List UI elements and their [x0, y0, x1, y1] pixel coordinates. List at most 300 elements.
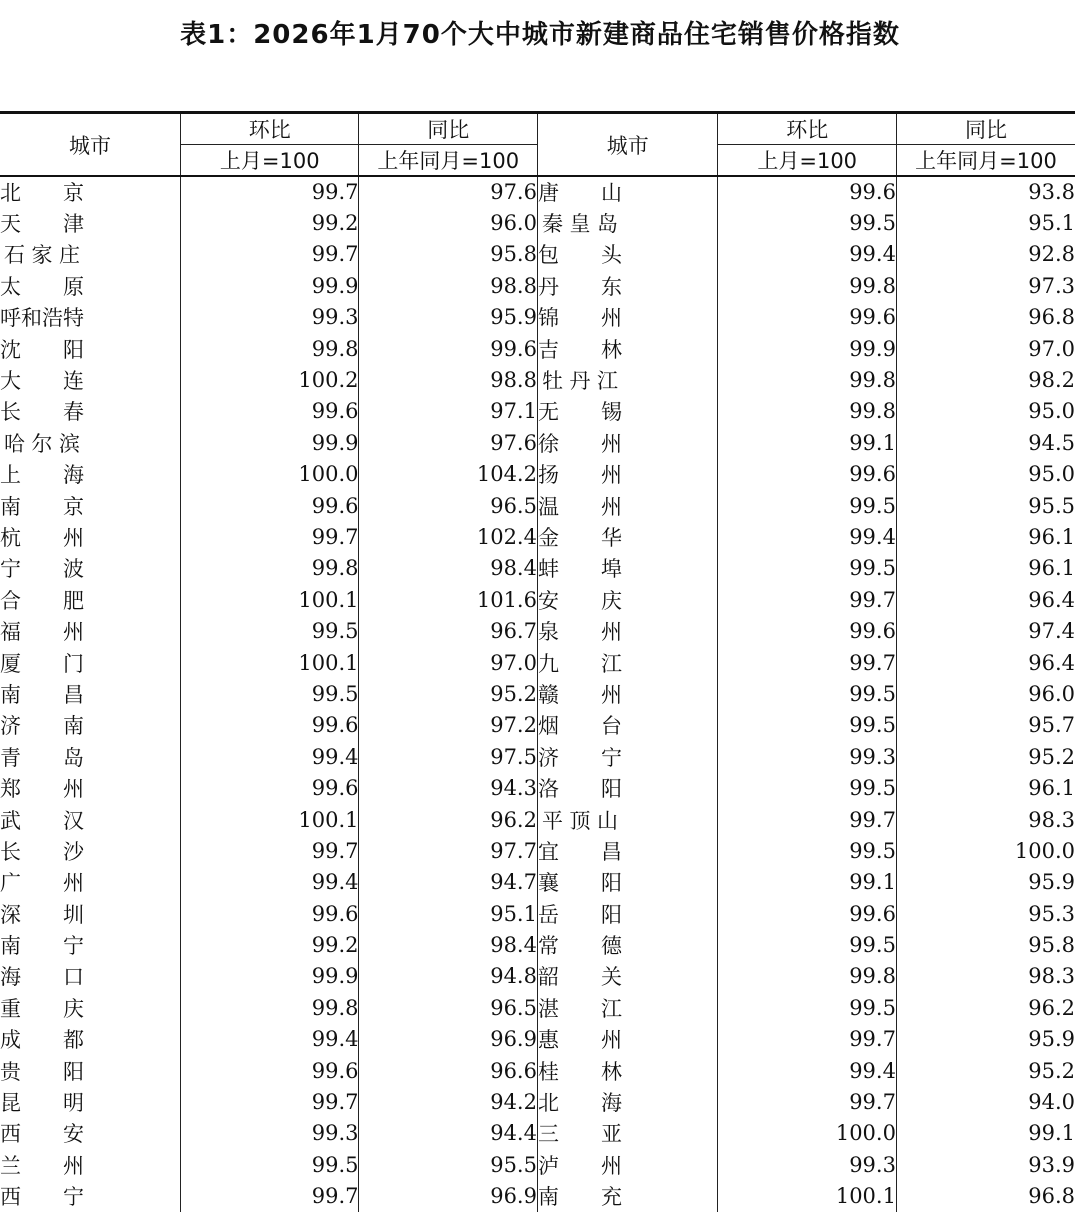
yoy-cell-left: 95.1	[359, 898, 537, 929]
yoy-cell-right: 97.4	[896, 615, 1075, 646]
yoy-base-header-right: 上年同月=100	[896, 145, 1075, 177]
city-name: 牡 丹 江	[541, 369, 618, 394]
mom-cell-left: 100.1	[181, 584, 359, 615]
mom-cell-left: 99.7	[181, 176, 359, 207]
city-name: 济 宁	[537, 745, 622, 770]
mom-cell-right: 99.6	[718, 615, 896, 646]
city-cell-right	[537, 459, 718, 490]
city-name: 徐 州	[537, 431, 622, 456]
city-name: 福 州	[0, 620, 84, 645]
mom-cell-right: 99.5	[718, 992, 896, 1023]
yoy-cell-right: 95.7	[896, 710, 1075, 741]
mom-cell-right: 99.5	[718, 929, 896, 960]
city-name: 蚌 埠	[537, 557, 622, 582]
table-row	[0, 1118, 1075, 1149]
city-name: 西 宁	[0, 1185, 84, 1210]
city-cell-left	[0, 364, 181, 395]
city-name: 宜 昌	[537, 839, 622, 864]
yoy-cell-left: 101.6	[359, 584, 537, 615]
city-name: 洛 阳	[537, 777, 622, 802]
yoy-cell-right: 92.8	[896, 239, 1075, 270]
city-cell-left	[0, 584, 181, 615]
city-name: 南 宁	[0, 934, 84, 959]
table-row	[0, 1181, 1075, 1212]
yoy-cell-right: 98.3	[896, 961, 1075, 992]
city-name: 石 家 庄	[4, 243, 80, 268]
city-cell-left	[0, 490, 181, 521]
mom-cell-left: 99.6	[181, 898, 359, 929]
city-cell-right	[537, 898, 718, 929]
city-name: 天 津	[0, 212, 84, 237]
city-name: 包 头	[537, 243, 622, 268]
mom-cell-left: 99.6	[181, 490, 359, 521]
city-cell-left	[0, 553, 181, 584]
table-row	[0, 521, 1075, 552]
city-cell-right	[537, 961, 718, 992]
city-name: 太 原	[0, 274, 84, 299]
city-cell-left	[0, 459, 181, 490]
mom-cell-right: 99.6	[718, 459, 896, 490]
city-cell-left	[0, 396, 181, 427]
mom-cell-right: 100.1	[718, 1181, 896, 1212]
city-name: 唐 山	[537, 181, 622, 206]
city-name: 济 南	[0, 714, 84, 739]
mom-cell-right: 99.1	[718, 867, 896, 898]
table-row	[0, 772, 1075, 803]
table-row	[0, 427, 1075, 458]
table-row	[0, 1149, 1075, 1180]
city-cell-left	[0, 615, 181, 646]
city-cell-left	[0, 176, 181, 207]
table-title: 表1：2026年1月70个大中城市新建商品住宅销售价格指数	[180, 20, 900, 50]
city-cell-right	[537, 239, 718, 270]
city-cell-left	[0, 867, 181, 898]
table-row	[0, 1024, 1075, 1055]
mom-cell-right: 99.7	[718, 584, 896, 615]
mom-cell-left: 99.4	[181, 867, 359, 898]
table-row	[0, 710, 1075, 741]
city-name: 重 庆	[0, 996, 84, 1021]
yoy-cell-left: 97.5	[359, 741, 537, 772]
mom-cell-right: 99.9	[718, 333, 896, 364]
yoy-cell-right: 97.0	[896, 333, 1075, 364]
city-cell-right	[537, 176, 718, 207]
city-name: 岳 阳	[537, 902, 622, 927]
yoy-cell-right: 97.3	[896, 270, 1075, 301]
table-row	[0, 553, 1075, 584]
mom-cell-left: 99.7	[181, 835, 359, 866]
mom-cell-left: 99.3	[181, 302, 359, 333]
yoy-cell-right: 96.1	[896, 521, 1075, 552]
city-name: 成 都	[0, 1028, 84, 1053]
mom-cell-left: 99.5	[181, 615, 359, 646]
city-cell-left	[0, 1086, 181, 1117]
yoy-cell-right: 99.1	[896, 1118, 1075, 1149]
yoy-cell-left: 95.5	[359, 1149, 537, 1180]
table-row	[0, 961, 1075, 992]
table-row	[0, 929, 1075, 960]
mom-cell-left: 99.6	[181, 1055, 359, 1086]
yoy-cell-left: 97.0	[359, 647, 537, 678]
city-cell-left	[0, 1149, 181, 1180]
city-name: 平 顶 山	[541, 808, 618, 833]
city-name: 秦 皇 岛	[541, 212, 618, 237]
yoy-cell-left: 97.1	[359, 396, 537, 427]
city-cell-right	[537, 427, 718, 458]
mom-cell-left: 99.4	[181, 741, 359, 772]
mom-cell-left: 99.2	[181, 929, 359, 960]
yoy-cell-left: 95.8	[359, 239, 537, 270]
yoy-column-header-left: 同比	[359, 113, 537, 145]
yoy-cell-left: 94.8	[359, 961, 537, 992]
table-body	[0, 176, 1075, 1212]
mom-cell-right: 99.7	[718, 804, 896, 835]
yoy-cell-right: 96.4	[896, 584, 1075, 615]
mom-cell-right: 99.7	[718, 1024, 896, 1055]
yoy-cell-left: 94.3	[359, 772, 537, 803]
yoy-cell-left: 96.2	[359, 804, 537, 835]
yoy-cell-right: 96.1	[896, 553, 1075, 584]
mom-cell-left: 100.0	[181, 459, 359, 490]
city-name: 锦 州	[537, 306, 622, 331]
city-name: 宁 波	[0, 557, 84, 582]
city-cell-left	[0, 678, 181, 709]
city-name: 哈 尔 滨	[4, 431, 80, 456]
table-row	[0, 898, 1075, 929]
mom-cell-left: 99.5	[181, 1149, 359, 1180]
table-row	[0, 741, 1075, 772]
yoy-cell-left: 98.8	[359, 364, 537, 395]
mom-cell-right: 99.3	[718, 1149, 896, 1180]
yoy-cell-left: 97.6	[359, 427, 537, 458]
table-row	[0, 302, 1075, 333]
mom-cell-left: 99.4	[181, 1024, 359, 1055]
city-name: 扬 州	[537, 463, 622, 488]
city-cell-left	[0, 772, 181, 803]
yoy-cell-right: 93.9	[896, 1149, 1075, 1180]
yoy-cell-left: 96.9	[359, 1024, 537, 1055]
city-cell-left	[0, 1118, 181, 1149]
mom-cell-left: 99.2	[181, 207, 359, 238]
mom-cell-right: 99.4	[718, 1055, 896, 1086]
city-name: 深 圳	[0, 902, 84, 927]
yoy-cell-right: 98.3	[896, 804, 1075, 835]
city-cell-right	[537, 521, 718, 552]
city-name: 赣 州	[537, 682, 622, 707]
mom-cell-left: 99.6	[181, 772, 359, 803]
city-cell-right	[537, 710, 718, 741]
table-row	[0, 867, 1075, 898]
yoy-base-header-left: 上年同月=100	[359, 145, 537, 177]
city-cell-right	[537, 490, 718, 521]
mom-cell-right: 99.5	[718, 553, 896, 584]
city-name: 韶 关	[537, 965, 622, 990]
yoy-cell-left: 96.5	[359, 490, 537, 521]
city-cell-right	[537, 1118, 718, 1149]
yoy-cell-left: 104.2	[359, 459, 537, 490]
yoy-cell-left: 96.6	[359, 1055, 537, 1086]
yoy-cell-left: 99.6	[359, 333, 537, 364]
mom-cell-left: 100.1	[181, 804, 359, 835]
mom-cell-right: 99.4	[718, 521, 896, 552]
yoy-cell-right: 96.2	[896, 992, 1075, 1023]
yoy-column-header-right: 同比	[896, 113, 1075, 145]
city-cell-left	[0, 647, 181, 678]
yoy-cell-right: 95.3	[896, 898, 1075, 929]
yoy-cell-left: 97.7	[359, 835, 537, 866]
table-row	[0, 396, 1075, 427]
mom-cell-right: 99.8	[718, 364, 896, 395]
city-cell-right	[537, 584, 718, 615]
city-cell-left	[0, 1181, 181, 1212]
city-column-header-right: 城市	[537, 113, 718, 177]
yoy-cell-right: 96.8	[896, 1181, 1075, 1212]
mom-cell-right: 99.3	[718, 741, 896, 772]
table-row	[0, 1086, 1075, 1117]
city-name: 贵 阳	[0, 1059, 84, 1084]
yoy-cell-right: 96.8	[896, 302, 1075, 333]
city-cell-right	[537, 929, 718, 960]
yoy-cell-right: 95.2	[896, 741, 1075, 772]
yoy-cell-left: 94.7	[359, 867, 537, 898]
city-cell-right	[537, 678, 718, 709]
city-cell-right	[537, 772, 718, 803]
table-row	[0, 207, 1075, 238]
city-name: 南 充	[537, 1185, 622, 1210]
city-cell-right	[537, 1149, 718, 1180]
yoy-cell-right: 95.1	[896, 207, 1075, 238]
city-name: 吉 林	[537, 337, 622, 362]
city-name: 南 京	[0, 494, 84, 519]
table-row	[0, 835, 1075, 866]
table-row	[0, 584, 1075, 615]
city-name: 湛 江	[537, 996, 622, 1021]
city-name: 三 亚	[537, 1122, 622, 1147]
city-name: 温 州	[537, 494, 622, 519]
city-name: 大 连	[0, 369, 84, 394]
table-row	[0, 364, 1075, 395]
mom-cell-left: 99.6	[181, 710, 359, 741]
city-name: 南 昌	[0, 682, 84, 707]
city-name: 郑 州	[0, 777, 84, 802]
table-row	[0, 490, 1075, 521]
city-cell-left	[0, 835, 181, 866]
mom-cell-right: 99.6	[718, 176, 896, 207]
yoy-cell-left: 96.5	[359, 992, 537, 1023]
mom-cell-left: 99.8	[181, 333, 359, 364]
city-cell-left	[0, 207, 181, 238]
mom-cell-right: 99.8	[718, 396, 896, 427]
city-cell-left	[0, 521, 181, 552]
city-cell-right	[537, 615, 718, 646]
price-index-table	[0, 111, 1075, 1212]
mom-cell-left: 100.2	[181, 364, 359, 395]
mom-cell-right: 99.6	[718, 898, 896, 929]
mom-cell-right: 99.6	[718, 302, 896, 333]
table-row	[0, 176, 1075, 207]
yoy-cell-left: 97.6	[359, 176, 537, 207]
mom-cell-left: 99.9	[181, 270, 359, 301]
city-name: 呼 和 浩 特	[0, 306, 84, 331]
mom-cell-left: 99.7	[181, 239, 359, 270]
city-name: 无 锡	[537, 400, 622, 425]
table-row	[0, 678, 1075, 709]
yoy-cell-left: 98.8	[359, 270, 537, 301]
city-name: 长 春	[0, 400, 84, 425]
city-cell-left	[0, 270, 181, 301]
city-name: 襄 阳	[537, 871, 622, 896]
city-cell-right	[537, 1055, 718, 1086]
city-name: 惠 州	[537, 1028, 622, 1053]
city-cell-right	[537, 1181, 718, 1212]
city-cell-right	[537, 992, 718, 1023]
mom-cell-right: 99.4	[718, 239, 896, 270]
table-row	[0, 615, 1075, 646]
table-row	[0, 1055, 1075, 1086]
mom-cell-left: 99.8	[181, 553, 359, 584]
yoy-cell-right: 96.0	[896, 678, 1075, 709]
city-cell-right	[537, 207, 718, 238]
yoy-cell-right: 100.0	[896, 835, 1075, 866]
yoy-cell-right: 95.9	[896, 1024, 1075, 1055]
yoy-cell-right: 96.4	[896, 647, 1075, 678]
city-name: 沈 阳	[0, 337, 84, 362]
table-row	[0, 647, 1075, 678]
yoy-cell-right: 95.9	[896, 867, 1075, 898]
yoy-cell-left: 94.2	[359, 1086, 537, 1117]
mom-cell-right: 99.7	[718, 647, 896, 678]
yoy-cell-left: 95.2	[359, 678, 537, 709]
city-cell-left	[0, 992, 181, 1023]
mom-cell-right: 99.8	[718, 270, 896, 301]
city-name: 丹 东	[537, 274, 622, 299]
yoy-cell-right: 93.8	[896, 176, 1075, 207]
yoy-cell-right: 95.0	[896, 396, 1075, 427]
yoy-cell-right: 95.5	[896, 490, 1075, 521]
city-name: 合 肥	[0, 588, 84, 613]
table-row	[0, 333, 1075, 364]
table-row	[0, 459, 1075, 490]
yoy-cell-right: 95.0	[896, 459, 1075, 490]
city-cell-right	[537, 1086, 718, 1117]
city-cell-right	[537, 302, 718, 333]
city-name: 烟 台	[537, 714, 622, 739]
city-name: 昆 明	[0, 1091, 84, 1116]
city-cell-right	[537, 364, 718, 395]
mom-cell-right: 99.5	[718, 835, 896, 866]
city-cell-left	[0, 961, 181, 992]
mom-base-header-left: 上月=100	[181, 145, 359, 177]
mom-cell-left: 99.7	[181, 1181, 359, 1212]
city-cell-right	[537, 396, 718, 427]
city-name: 杭 州	[0, 525, 84, 550]
city-name: 上 海	[0, 463, 84, 488]
yoy-cell-right: 98.2	[896, 364, 1075, 395]
mom-cell-left: 100.1	[181, 647, 359, 678]
yoy-cell-right: 95.2	[896, 1055, 1075, 1086]
city-cell-left	[0, 1055, 181, 1086]
mom-cell-right: 99.8	[718, 961, 896, 992]
city-column-header-left: 城市	[69, 133, 111, 158]
yoy-cell-left: 95.9	[359, 302, 537, 333]
mom-cell-right: 99.1	[718, 427, 896, 458]
mom-cell-right: 99.5	[718, 207, 896, 238]
yoy-cell-left: 94.4	[359, 1118, 537, 1149]
yoy-cell-left: 96.9	[359, 1181, 537, 1212]
table-header	[0, 113, 1075, 177]
city-name: 广 州	[0, 871, 84, 896]
mom-cell-right: 99.5	[718, 490, 896, 521]
mom-cell-right: 99.5	[718, 678, 896, 709]
table-row	[0, 992, 1075, 1023]
city-name: 青 岛	[0, 745, 84, 770]
city-name: 泸 州	[537, 1153, 622, 1178]
city-cell-right	[537, 867, 718, 898]
yoy-cell-right: 95.8	[896, 929, 1075, 960]
city-name: 长 沙	[0, 839, 84, 864]
city-cell-left	[0, 804, 181, 835]
mom-cell-left: 99.7	[181, 1086, 359, 1117]
city-name: 九 江	[537, 651, 622, 676]
yoy-cell-right: 94.0	[896, 1086, 1075, 1117]
mom-column-header-left: 环比	[181, 113, 359, 145]
yoy-cell-left: 98.4	[359, 553, 537, 584]
city-cell-right	[537, 553, 718, 584]
city-name: 北 京	[0, 181, 84, 206]
city-name: 西 安	[0, 1122, 84, 1147]
city-cell-left	[0, 427, 181, 458]
mom-column-header-right: 环比	[718, 113, 896, 145]
mom-cell-right: 99.5	[718, 772, 896, 803]
yoy-cell-left: 97.2	[359, 710, 537, 741]
city-cell-right	[537, 835, 718, 866]
yoy-cell-right: 96.1	[896, 772, 1075, 803]
mom-cell-left: 99.8	[181, 992, 359, 1023]
city-name: 金 华	[537, 525, 622, 550]
mom-cell-right: 100.0	[718, 1118, 896, 1149]
city-name: 北 海	[537, 1091, 622, 1116]
mom-cell-left: 99.9	[181, 961, 359, 992]
city-name: 常 德	[537, 934, 622, 959]
city-cell-left	[0, 898, 181, 929]
yoy-cell-right: 94.5	[896, 427, 1075, 458]
yoy-cell-left: 102.4	[359, 521, 537, 552]
table-row	[0, 270, 1075, 301]
city-name: 桂 林	[537, 1059, 622, 1084]
city-cell-right	[537, 1024, 718, 1055]
city-cell-left	[0, 929, 181, 960]
mom-cell-left: 99.5	[181, 678, 359, 709]
mom-cell-right: 99.5	[718, 710, 896, 741]
city-cell-left	[0, 710, 181, 741]
city-cell-right	[537, 647, 718, 678]
city-cell-right	[537, 741, 718, 772]
mom-cell-left: 99.7	[181, 521, 359, 552]
city-cell-left	[0, 741, 181, 772]
mom-cell-right: 99.7	[718, 1086, 896, 1117]
city-cell-left	[0, 333, 181, 364]
city-name: 武 汉	[0, 808, 84, 833]
yoy-cell-left: 98.4	[359, 929, 537, 960]
yoy-cell-left: 96.7	[359, 615, 537, 646]
city-name: 厦 门	[0, 651, 84, 676]
city-cell-left	[0, 239, 181, 270]
mom-cell-left: 99.6	[181, 396, 359, 427]
city-name: 兰 州	[0, 1153, 84, 1178]
city-name: 泉 州	[537, 620, 622, 645]
city-cell-right	[537, 270, 718, 301]
mom-cell-left: 99.9	[181, 427, 359, 458]
